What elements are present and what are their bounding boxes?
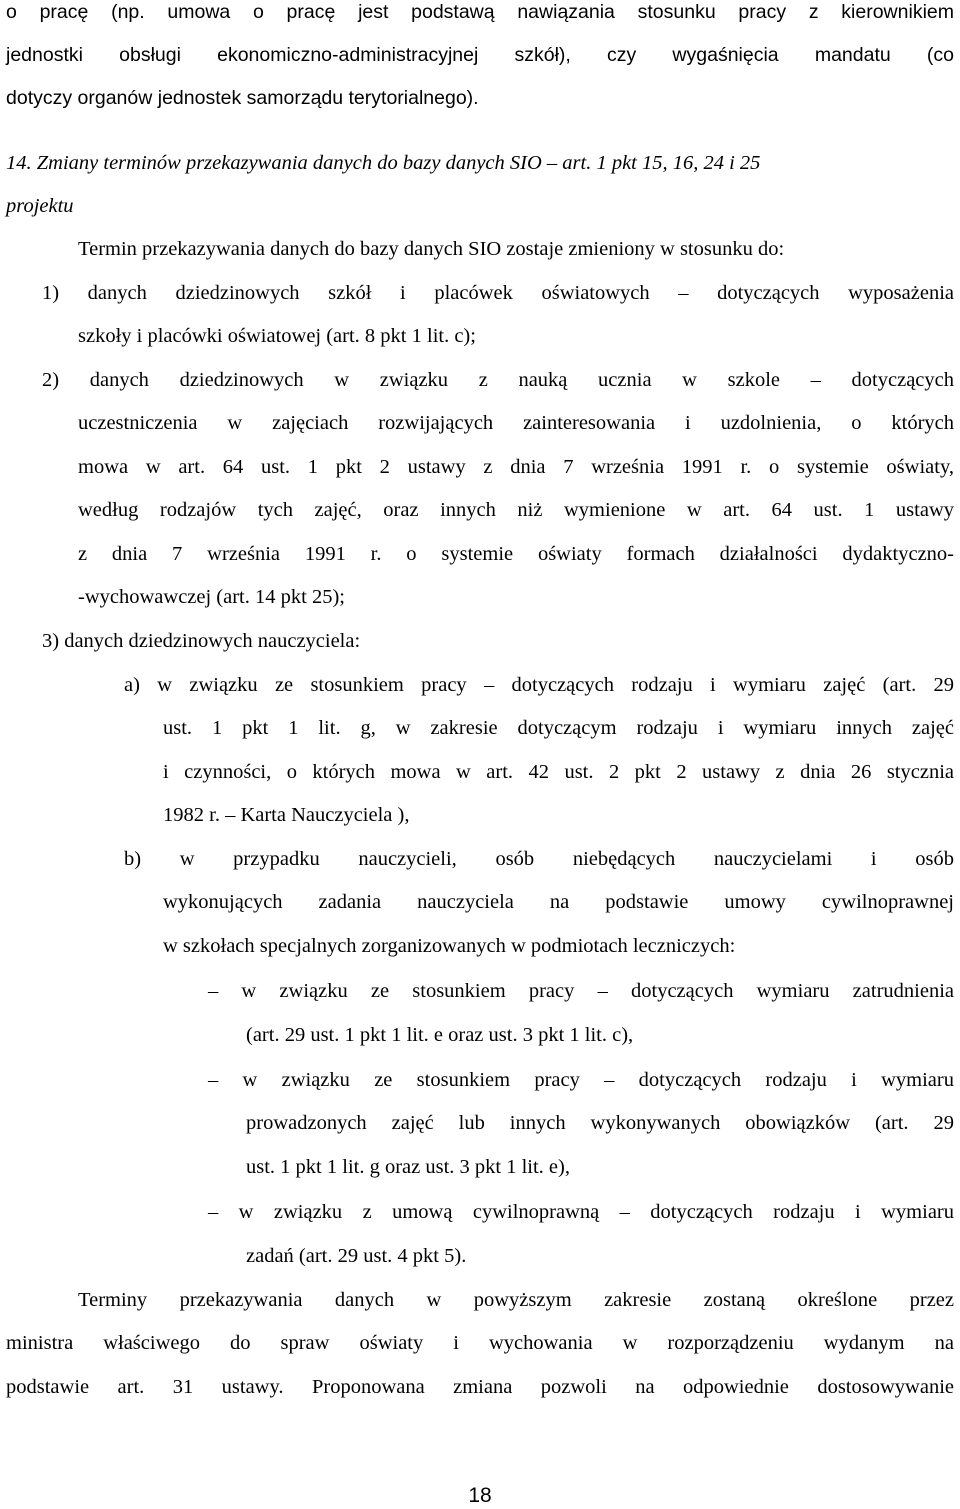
page-number: 18 [468,1484,492,1507]
sub-item-b-cont-1: wykonujących zadania nauczyciela na podstawie umowy cywilnoprawnej [163,891,954,913]
sub-item-b-cont-2: w szkołach specjalnych zorganizowanych w podmiotach leczniczych: [163,935,736,957]
sub-item-a-cont-1: ust. 1 pkt 1 lit. g, w zakresie dotyczącym rodzaju i wymiaru innych zajęć [163,717,954,739]
dash-item-2-cont-2: ust. 1 pkt 1 lit. g oraz ust. 3 pkt 1 lit. e), [246,1156,570,1178]
section-heading: 14. Zmiany terminów przekazywania danych do bazy danych SIO – art. 1 pkt 15, 16, 24 i 25 [6,152,761,174]
dash-item-3-cont: zadań (art. 29 ust. 4 pkt 5). [246,1245,467,1267]
sub-item-a-cont-3: 1982 r. – Karta Nauczyciela ), [163,804,410,826]
dash-item-1-cont: (art. 29 ust. 1 pkt 1 lit. e oraz ust. 3 pkt 1 lit. c), [246,1024,634,1046]
dash-item-2: – w związku ze stosunkiem pracy – dotyczących rodzaju i wymiaru [208,1069,954,1091]
text-line-3: dotyczy organów jednostek samorządu terytorialnego). [6,87,479,109]
section-heading-cont: projektu [6,195,74,217]
list-item-1-cont: szkoły i placówki oświatowej (art. 8 pkt 1 lit. c); [78,325,476,347]
dash-item-2-cont-1: prowadzonych zajęć lub innych wykonywanych obowiązków (art. 29 [246,1112,954,1134]
dash-item-1: – w związku ze stosunkiem pracy – dotyczących wymiaru zatrudnienia [208,980,954,1002]
sub-item-b: b) w przypadku nauczycieli, osób niebędących nauczycielami i osób [124,848,954,870]
intro-paragraph: Termin przekazywania danych do bazy danych SIO zostaje zmieniony w stosunku do: [78,238,785,260]
list-item-2-cont-2: mowa w art. 64 ust. 1 pkt 2 ustawy z dnia 7 września 1991 r. o systemie oświaty, [78,456,954,478]
list-item-2: 2) danych dziedzinowych w związku z nauką ucznia w szkole – dotyczących [42,369,954,391]
closing-paragraph-line-3: podstawie art. 31 ustawy. Proponowana zmiana pozwoli na odpowiednie dostosowywanie [6,1376,954,1398]
text-line-2: jednostki obsługi ekonomiczno-administracyjnej szkół), czy wygaśnięcia mandatu (co [6,44,954,66]
list-item-2-cont-1: uczestniczenia w zajęciach rozwijających zainteresowania i uzdolnienia, o których [78,412,954,434]
list-item-2-cont-3: według rodzajów tych zajęć, oraz innych niż wymienione w art. 64 ust. 1 ustawy [78,499,954,521]
list-item-3: 3) danych dziedzinowych nauczyciela: [42,630,361,652]
text-line-1: o pracę (np. umowa o pracę jest podstawą nawiązania stosunku pracy z kierownikiem [6,1,954,23]
list-item-1: 1) danych dziedzinowych szkół i placówek oświatowych – dotyczących wyposażenia [42,282,954,304]
sub-item-a-cont-2: i czynności, o których mowa w art. 42 ust. 2 pkt 2 ustawy z dnia 26 stycznia [163,761,954,783]
closing-paragraph-line-1: Terminy przekazywania danych w powyższym zakresie zostaną określone przez [78,1289,954,1311]
list-item-2-cont-5: -wychowawczej (art. 14 pkt 25); [78,586,345,608]
closing-paragraph-line-2: ministra właściwego do spraw oświaty i wychowania w rozporządzeniu wydanym na [6,1332,954,1354]
dash-item-3: – w związku z umową cywilnoprawną – dotyczących rodzaju i wymiaru [208,1201,954,1223]
list-item-2-cont-4: z dnia 7 września 1991 r. o systemie oświaty formach działalności dydaktyczno- [78,543,954,565]
sub-item-a: a) w związku ze stosunkiem pracy – dotyczących rodzaju i wymiaru zajęć (art. 29 [124,674,954,696]
